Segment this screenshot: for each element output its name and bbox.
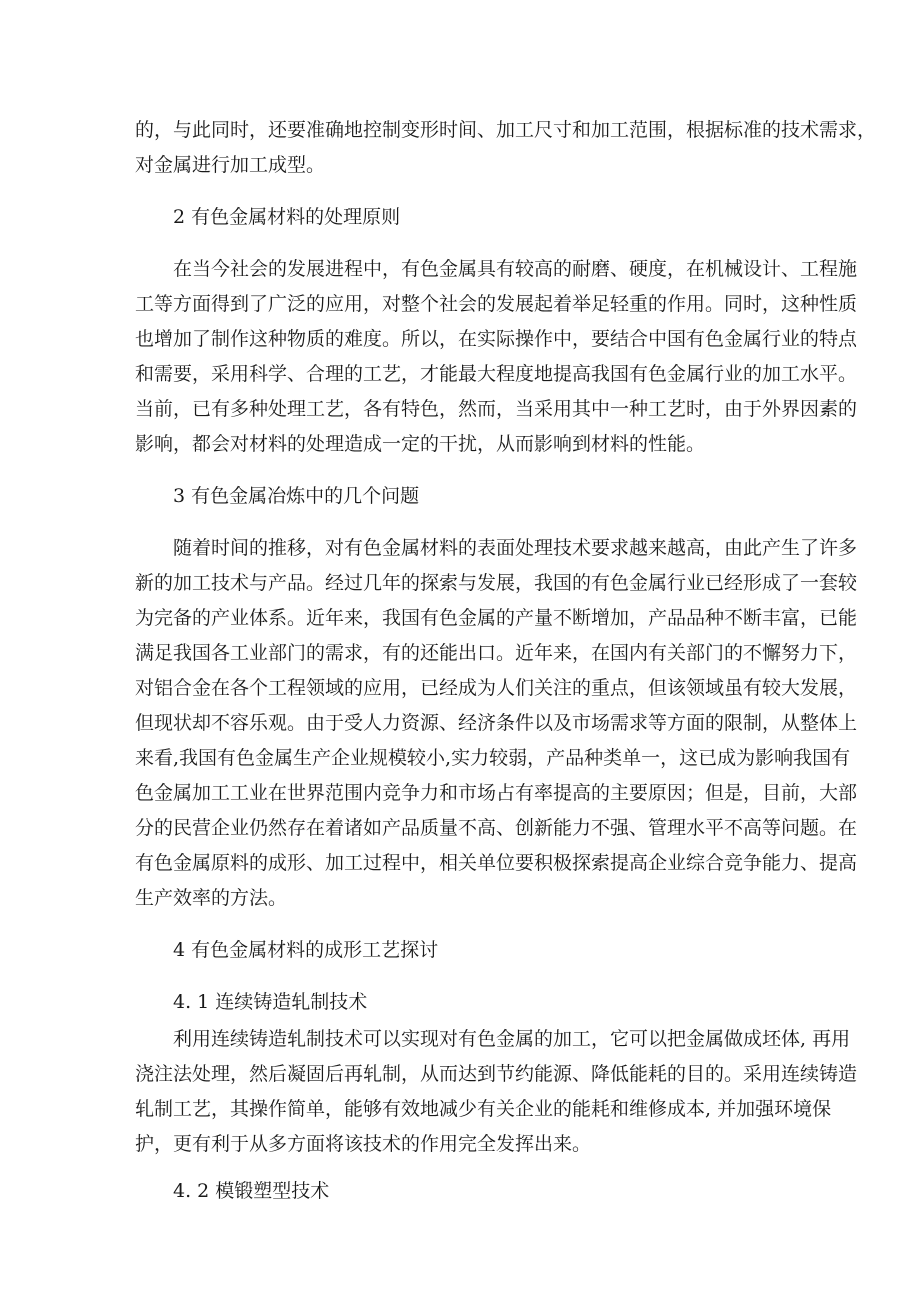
paragraph-line: 护，更有利于从多方面将该技术的作用完全发挥出来。 — [135, 1133, 592, 1155]
paragraph-line: 利用连续铸造轧制技术可以实现对有色金属的加工，它可以把金属做成坯体, 再用 — [173, 1028, 851, 1050]
paragraph-line: 但现状却不容乐观。由于受人力资源、经济条件以及市场需求等方面的限制，从整体上 — [135, 712, 858, 734]
paragraph-line: 也增加了制作这种物质的难度。所以，在实际操作中，要结合中国有色金属行业的特点 — [135, 328, 858, 350]
paragraph-line: 随着时间的推移，对有色金属材料的表面处理技术要求越来越高，由此产生了许多 — [173, 537, 858, 559]
paragraph-line: 生产效率的方法。 — [135, 887, 288, 909]
paragraph-line: 对铝合金在各个工程领域的应用，已经成为人们关注的重点，但该领域虽有较大发展， — [135, 677, 858, 699]
paragraph-line: 的，与此同时，还要准确地控制变形时间、加工尺寸和加工范围，根据标准的技术需求， — [135, 119, 877, 141]
paragraph-line: 影响，都会对材料的处理造成一定的干扰，从而影响到材料的性能。 — [135, 433, 706, 455]
paragraph-line: 和需要，采用科学、合理的工艺，才能最大程度地提高我国有色金属行业的加工水平。 — [135, 363, 858, 385]
intro-paragraph — [135, 113, 877, 183]
section-4-heading: 4 有色金属材料的成形工艺探讨 — [173, 939, 439, 961]
paragraph-line: 当前，已有多种处理工艺，各有特色，然而，当采用其中一种工艺时，由于外界因素的 — [135, 398, 858, 420]
paragraph-line: 在当今社会的发展进程中，有色金属具有较高的耐磨、硬度，在机械设计、工程施 — [173, 258, 858, 280]
paragraph-line: 浇注法处理，然后凝固后再轧制，从而达到节约能源、降低能耗的目的。采用连续铸造 — [135, 1063, 858, 1085]
paragraph-line: 有色金属原料的成形、加工过程中，相关单位要积极探索提高企业综合竞争能力、提高 — [135, 852, 858, 874]
section-2-heading: 2 有色金属材料的处理原则 — [173, 206, 401, 228]
paragraph-line: 来看,我国有色金属生产企业规模较小,实力较弱，产品种类单一，这已成为影响我国有 — [135, 747, 851, 769]
section-3-paragraph — [135, 531, 858, 916]
document-body — [135, 113, 877, 1211]
paragraph-line: 为完备的产业体系。近年来，我国有色金属的产量不断增加，产品品种不断丰富，已能 — [135, 607, 858, 629]
paragraph-line: 色金属加工工业在世界范围内竞争力和市场占有率提高的主要原因；但是，目前，大部 — [135, 782, 858, 804]
paragraph-line: 满足我国各工业部门的需求，有的还能出口。近年来，在国内有关部门的不懈努力下， — [135, 642, 858, 664]
subsection-4-2-heading: 4. 2 模锻塑型技术 — [173, 1180, 330, 1202]
paragraph-line: 工等方面得到了广泛的应用，对整个社会的发展起着举足轻重的作用。同时，这种性质 — [135, 293, 858, 315]
paragraph-line: 分的民营企业仍然存在着诸如产品质量不高、创新能力不强、管理水平不高等问题。在 — [135, 817, 858, 839]
paragraph-line: 对金属进行加工成型。 — [135, 154, 326, 176]
subsection-4-1-heading: 4. 1 连续铸造轧制技术 — [173, 991, 368, 1013]
section-2-paragraph — [135, 252, 858, 462]
subsection-4-1-paragraph — [135, 1022, 858, 1162]
paragraph-line: 新的加工技术与产品。经过几年的探索与发展，我国的有色金属行业已经形成了一套较 — [135, 572, 858, 594]
paragraph-line: 轧制工艺，其操作简单，能够有效地减少有关企业的能耗和维修成本, 并加强环境保 — [135, 1098, 832, 1120]
section-3-heading: 3 有色金属冶炼中的几个问题 — [173, 485, 420, 507]
